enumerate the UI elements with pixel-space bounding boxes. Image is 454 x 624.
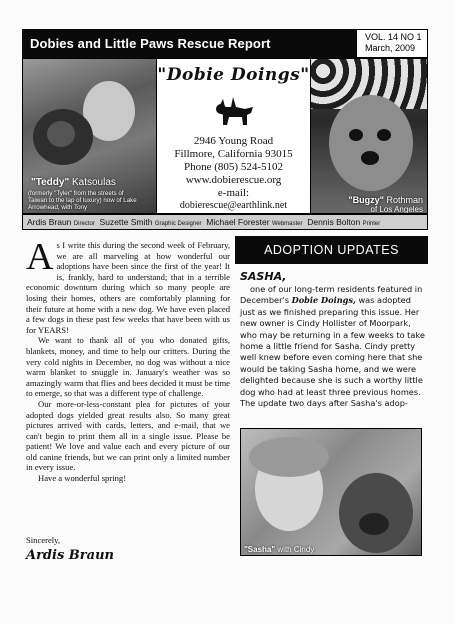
issue-info — [356, 29, 428, 58]
email-label: e-mail: — [217, 187, 250, 199]
staff-name: Suzette Smith — [99, 217, 153, 227]
address-line-2: Fillmore, California 93015 — [174, 148, 293, 160]
bugzy-surname: Rothman — [386, 195, 423, 205]
issue-date: March, 2009 — [365, 43, 416, 53]
letter-paragraph: Have a wonderful spring! — [38, 473, 127, 484]
address-line-1: 2946 Young Road — [193, 135, 274, 147]
adoption-story: one of our long-term residents featured in December's Dobie Doings, was adopted just as we finished preparing this issue. Her new owner is Cindy Hollister of Moorpark, who may be returning in a few weeks to take home a little friend for Sasha. Cindy pretty well knew before even coming here that she would be taking Sasha home, and we were delighted because she is such a worthy little dog who had at least three previous homes. The update two days after Sasha's adop- — [240, 284, 425, 409]
sasha-name: "Sasha" — [244, 545, 276, 554]
staff-role: Director — [73, 221, 95, 227]
dog-name-heading: SASHA, — [240, 270, 287, 283]
teddy-caption-2: Taiwan to the lap of luxury) now of Lake — [28, 197, 137, 204]
bugzy-name: "Bugzy" — [348, 195, 384, 205]
staff-role: Graphic Designer — [154, 221, 202, 227]
staff-name: Dennis Bolton — [307, 217, 361, 227]
sasha-photo — [240, 428, 422, 556]
teddy-name: "Teddy" — [31, 177, 70, 188]
adoption-updates-heading: ADOPTION UPDATES — [235, 236, 428, 264]
signature: Ardis Braun — [26, 548, 114, 563]
bugzy-caption: of Los Angeles — [370, 205, 423, 214]
staff-role: Webmaster — [271, 221, 303, 227]
staff-role: Printer — [362, 221, 381, 227]
letter-paragraph: We want to thank all of you who donated gifts, blankets, money, and time to help our critters. During the very cold nights in December, no dog was without a nice warm blanket to snuggle in. January's weather was so amazingly warm that flies and bees decided it must be time to emerge, so that was a different type of challenge. — [26, 335, 230, 399]
teddy-surname: Katsoulas — [71, 177, 116, 188]
sasha-caption: with Cindy — [277, 545, 315, 554]
masthead — [157, 58, 310, 214]
letter-paragraph: Our more-or-less-constant plea for pictures of your adopted dogs yielded great results also. So many great pictures arrived with cards, letters, and e-mail, that we can't begin to print them all in a single issue. Please be patient! We love and value each and every picture of our old canine friends, but we can print only a limited number in every issue. — [26, 398, 230, 473]
letter-paragraph: As I write this during the second week of February, we are all marveling at how wonderful our adoptions have been since the first of the year! It is, frankly, hard to understand; that in a terrible economic downturn during which so many people are losing their homes, others are comfortably planning for their future at home with a new dog. We have even placed a few dogs in these past few weeks that have been with us for YEARS! — [26, 236, 230, 335]
staff-bar — [22, 214, 428, 230]
teddy-caption-1: (formerly "Tyler" from the streets of — [28, 190, 124, 197]
header-bar — [22, 29, 428, 58]
teddy-caption-3: Arrowhead, with Tony — [28, 204, 88, 211]
dobie-logo-icon — [209, 89, 259, 129]
letter-closing: Sincerely, — [26, 535, 61, 545]
email-link[interactable]: dobierescue@earthlink.net — [179, 200, 288, 211]
bugzy-photo — [310, 58, 428, 214]
director-letter — [26, 236, 230, 484]
staff-name: Ardis Braun — [27, 217, 72, 227]
volume-label: VOL. 14 NO 1 — [365, 32, 422, 42]
masthead-title: "Dobie Doings" — [157, 65, 310, 85]
newsletter-title: Dobies and Little Paws Rescue Report — [30, 36, 271, 51]
phone-number: Phone (805) 524-5102 — [184, 161, 283, 173]
staff-name: Michael Forester — [206, 217, 270, 227]
teddy-photo — [22, 58, 157, 214]
website-link[interactable]: www.dobierescue.org — [185, 174, 282, 186]
drop-cap: A — [26, 236, 54, 278]
newsletter-name-inline: Dobie Doings, — [291, 295, 356, 306]
